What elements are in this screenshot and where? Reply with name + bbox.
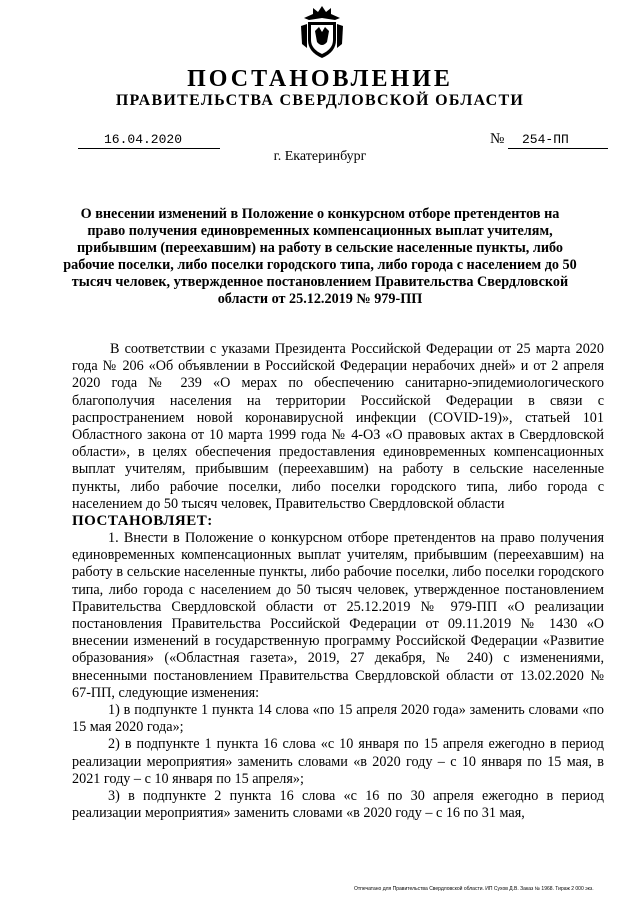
document-number: 254-ПП <box>508 132 608 149</box>
subclause-3: 3) в подпункте 2 пункта 16 слова «с 16 по 30 апреля ежегодно в период реализации мероприятия» заменить словами «в 2020 году – с 16 по 31 мая, <box>72 788 604 822</box>
document-type: ПОСТАНОВЛЕНИЕ <box>187 66 453 92</box>
document-body <box>72 341 604 822</box>
city: г. Екатеринбург <box>273 149 367 164</box>
issuer-name: ПРАВИТЕЛЬСТВА СВЕРДЛОВСКОЙ ОБЛАСТИ <box>115 92 525 109</box>
number-label: № <box>490 131 505 147</box>
clause-1: 1. Внести в Положение о конкурсном отборе претендентов на право получения единовременных компенсационных выплат учителям, прибывшим (переехавшим) на работу в сельские населенные пункты, либо рабочие поселки, либо поселки городского типа, либо города с населением до 50 тысяч человек, утвержденное постановлением Правительства Свердловской области от 25.12.2019 № 979-ПП «О реализации постановления Правительства Российской Федерации от 09.11.2019 № 1430 «О внесении изменений в государственную программу Российской Федерации «Развитие образования» («Областная газета», 2019, 27 декабря, № 240) с изменениями, внесенными постановлением Правительства Свердловской области от 13.02.2020 № 67-ПП, следующие изменения: <box>72 530 604 701</box>
coat-of-arms-icon <box>299 4 345 60</box>
print-imprint: Отпечатано для Правительства Свердловской области. ИП Сухов Д.В. Заказ № 1968. Тираж 2 000 экз. <box>354 886 594 892</box>
preamble-paragraph: В соответствии с указами Президента Российской Федерации от 25 марта 2020 года № 206 «Об объявлении в Российской Федерации нерабочих дней» и от 2 апреля 2020 года № 239 «О мерах по обеспечению санитарно-эпидемиологического благополучия населения на территории Российской Федерации в связи с распространением новой коронавирусной инфекции (COVID-19)», статьей 101 Областного закона от 10 марта 1999 года № 4-ОЗ «О правовых актах в Свердловской области», в целях обеспечения предоставления единовременных компенсационных выплат учителям, прибывшим (переехавшим) на работу в сельские населенные пункты, либо рабочие поселки, либо поселки городского типа, либо города с населением до 50 тысяч человек, Правительство Свердловской области <box>72 341 604 512</box>
subclause-1: 1) в подпункте 1 пункта 14 слова «по 15 апреля 2020 года» заменить словами «по 15 мая 2020 года»; <box>72 702 604 736</box>
decree-word: ПОСТАНОВЛЯЕТ: <box>72 513 213 530</box>
subclause-2: 2) в подпункте 1 пункта 16 слова «с 10 января по 15 апреля ежегодно в период реализации мероприятия» заменить словами «в 2020 году – с 10 января по 15 мая, в 2021 году – с 10 января по 15 апреля»; <box>72 736 604 787</box>
document-heading: О внесении изменений в Положение о конкурсном отборе претендентов на право получения единовременных компенсационных выплат учителям, прибывшим (переехавшим) на работу в сельские населенные пункты, либо рабочие поселки, либо поселки городского типа, либо города с населением до 50 тысяч человек, утвержденное постановлением Правительства Свердловской области от 25.12.2019 № 979-ПП <box>63 206 577 307</box>
document-date: 16.04.2020 <box>78 132 220 149</box>
